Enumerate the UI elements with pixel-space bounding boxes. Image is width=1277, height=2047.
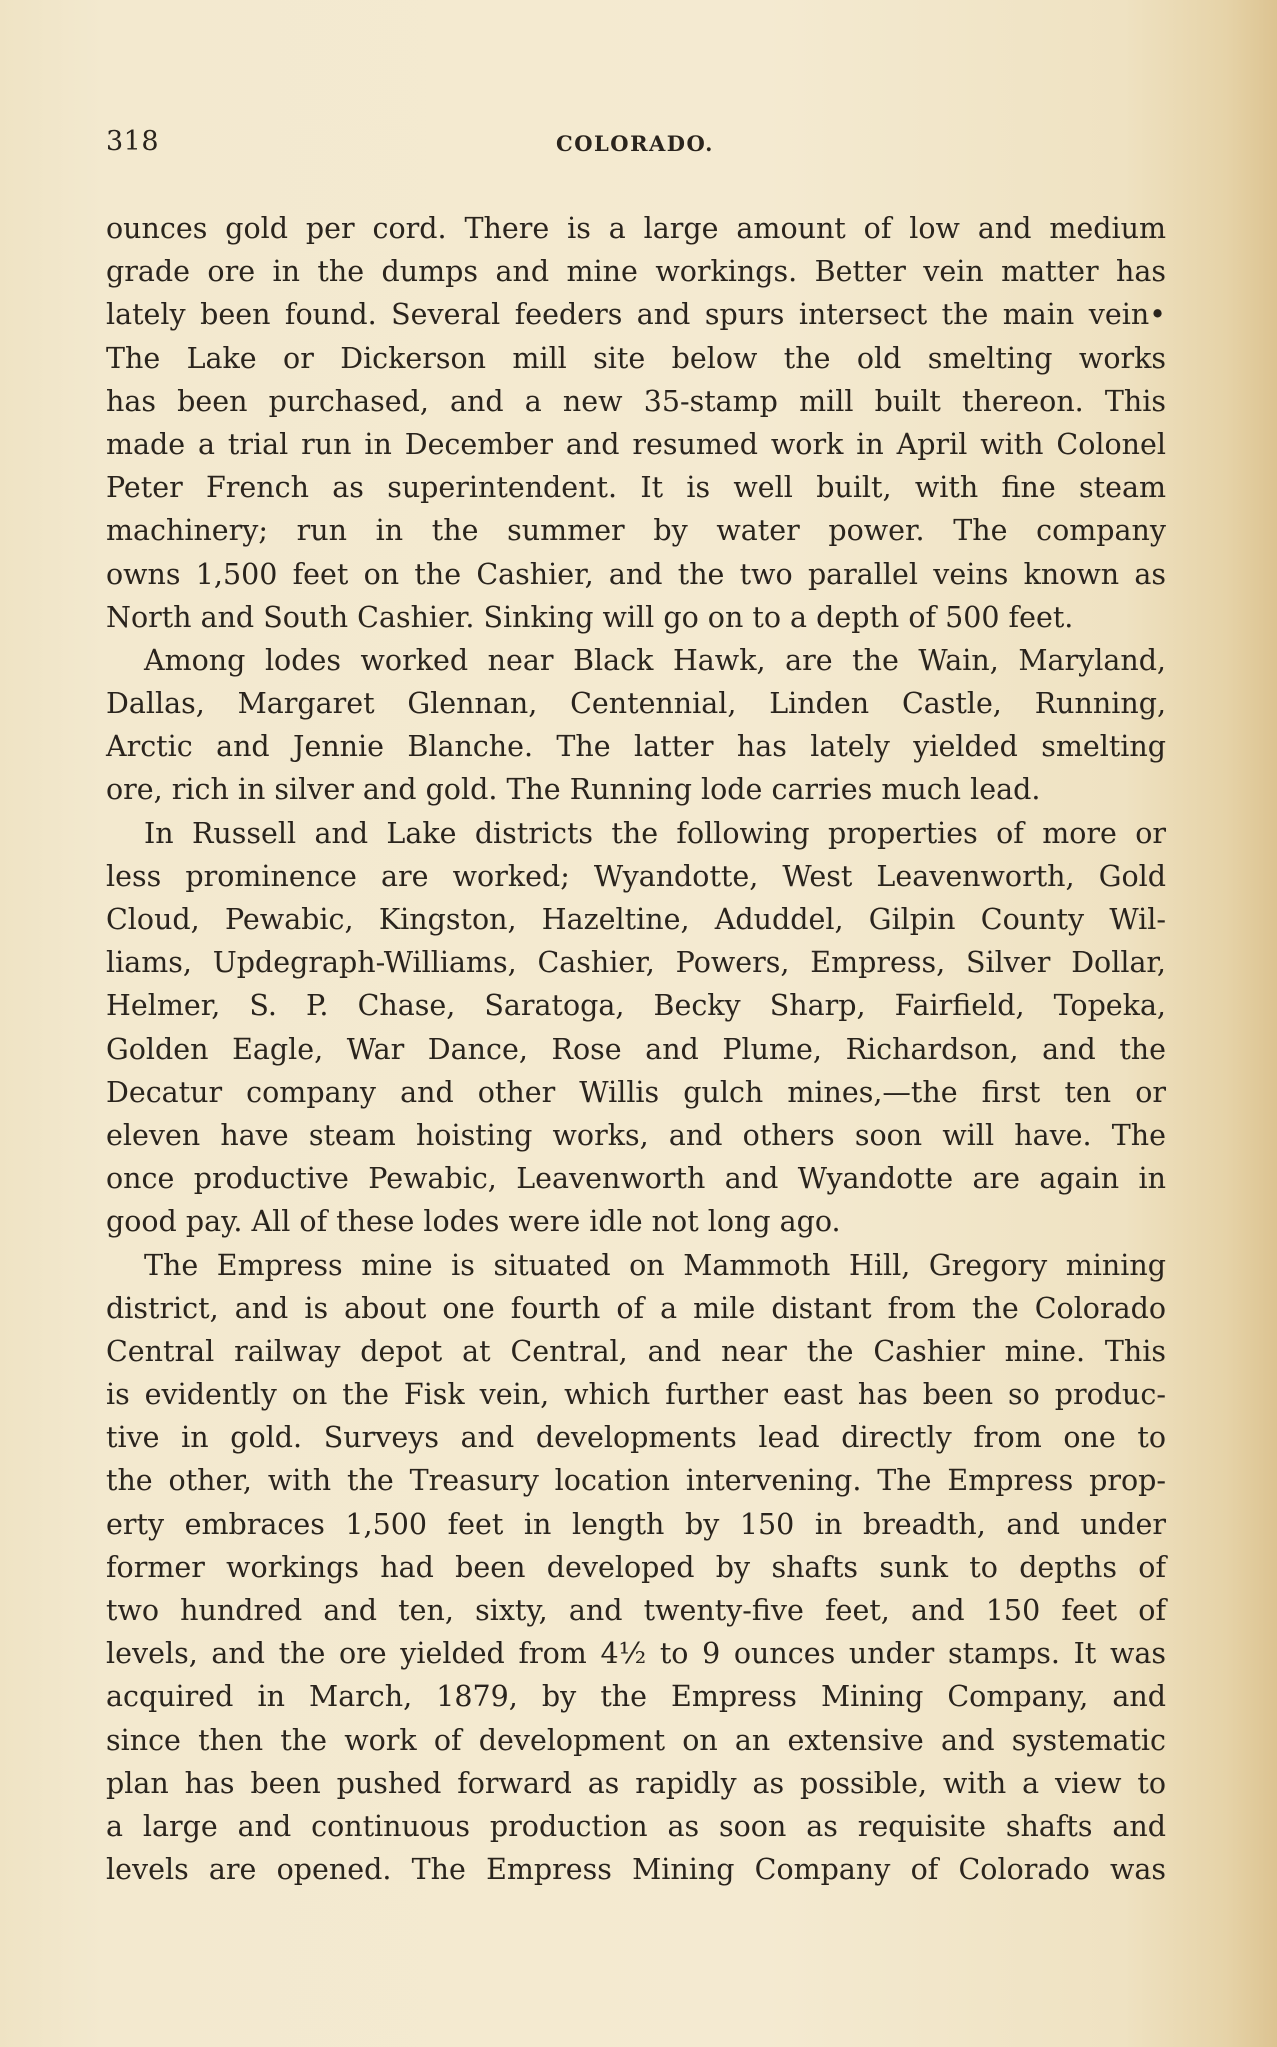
text-line: Central railway depot at Central, and near the Cashier mine. This bbox=[106, 1334, 1166, 1368]
text-line: grade ore in the dumps and mine workings. Better vein matter has bbox=[106, 255, 1166, 289]
text-line: once productive Pewabic, Leavenworth and Wyandotte are again in bbox=[106, 1162, 1166, 1196]
text-line: Cloud, Pewabic, Kingston, Hazeltine, Aduddel, Gilpin County Wil- bbox=[106, 903, 1166, 936]
page-number: 318 bbox=[106, 126, 160, 157]
text-line: less prominence are worked; Wyandotte, West Leavenworth, Gold bbox=[106, 859, 1166, 893]
text-line: the other, with the Treasury location intervening. The Empress prop- bbox=[106, 1464, 1166, 1498]
page-header bbox=[106, 126, 1166, 166]
body-text bbox=[106, 207, 1166, 1891]
text-line: ore, rich in silver and gold. The Running lode carries much lead. bbox=[106, 773, 1041, 807]
text-line: Golden Eagle, War Dance, Rose and Plume, Richardson, and the bbox=[106, 1032, 1166, 1066]
text-line: Decatur company and other Willis gulch mines,—the first ten or bbox=[106, 1075, 1166, 1109]
text-line: levels, and the ore yielded from 4½ to 9 ounces under stamps. It was bbox=[106, 1637, 1166, 1671]
text-line: owns 1,500 feet on the Cashier, and the two parallel veins known as bbox=[106, 557, 1166, 591]
text-line: In Russell and Lake districts the following properties of more or bbox=[144, 816, 1166, 850]
running-head: COLORADO. bbox=[556, 131, 714, 156]
text-line: Among lodes worked near Black Hawk, are the Wain, Maryland, bbox=[144, 643, 1166, 677]
text-line: a large and continuous production as soon as requisite shafts and bbox=[106, 1809, 1166, 1843]
text-line: The Lake or Dickerson mill site below the old smelting works bbox=[106, 341, 1166, 375]
text-line: tive in gold. Surveys and developments lead directly from one to bbox=[106, 1421, 1166, 1455]
text-line: ounces gold per cord. There is a large amount of low and medium bbox=[106, 212, 1166, 245]
text-line: former workings had been developed by shafts sunk to depths of bbox=[106, 1550, 1166, 1584]
text-line: made a trial run in December and resumed work in April with Colonel bbox=[106, 427, 1166, 461]
text-line: lately been found. Several feeders and spurs intersect the main vein• bbox=[106, 298, 1166, 332]
text-line: The Empress mine is situated on Mammoth Hill, Gregory mining bbox=[144, 1248, 1166, 1282]
text-line: Peter French as superintendent. It is well built, with fine steam bbox=[106, 471, 1166, 505]
text-line: since then the work of development on an extensive and systematic bbox=[106, 1723, 1166, 1757]
text-line: liams, Updegraph-Williams, Cashier, Powers, Empress, Silver Dollar, bbox=[106, 946, 1166, 980]
text-line: district, and is about one fourth of a mile distant from the Colorado bbox=[106, 1291, 1166, 1325]
text-line: good pay. All of these lodes were idle not long ago. bbox=[106, 1205, 841, 1239]
text-line: Helmer, S. P. Chase, Saratoga, Becky Sharp, Fairfield, Topeka, bbox=[106, 989, 1166, 1023]
text-line: Dallas, Margaret Glennan, Centennial, Linden Castle, Running, bbox=[106, 687, 1166, 721]
text-line: machinery; run in the summer by water power. The company bbox=[106, 514, 1166, 548]
text-line: erty embraces 1,500 feet in length by 150 in breadth, and under bbox=[106, 1507, 1166, 1541]
text-line: is evidently on the Fisk vein, which further east has been so produc- bbox=[106, 1378, 1166, 1412]
text-line: two hundred and ten, sixty, and twenty-five feet, and 150 feet of bbox=[106, 1594, 1166, 1627]
text-line: plan has been pushed forward as rapidly as possible, with a view to bbox=[106, 1766, 1166, 1800]
text-line: levels are opened. The Empress Mining Company of Colorado was bbox=[106, 1853, 1166, 1887]
text-line: has been purchased, and a new 35-stamp mill built thereon. This bbox=[106, 384, 1166, 418]
text-line: North and South Cashier. Sinking will go on to a depth of 500 feet. bbox=[106, 600, 1074, 634]
text-line: eleven have steam hoisting works, and others soon will have. The bbox=[106, 1118, 1166, 1152]
text-line: Arctic and Jennie Blanche. The latter has lately yielded smelting bbox=[106, 730, 1166, 764]
text-line: acquired in March, 1879, by the Empress Mining Company, and bbox=[106, 1680, 1166, 1714]
